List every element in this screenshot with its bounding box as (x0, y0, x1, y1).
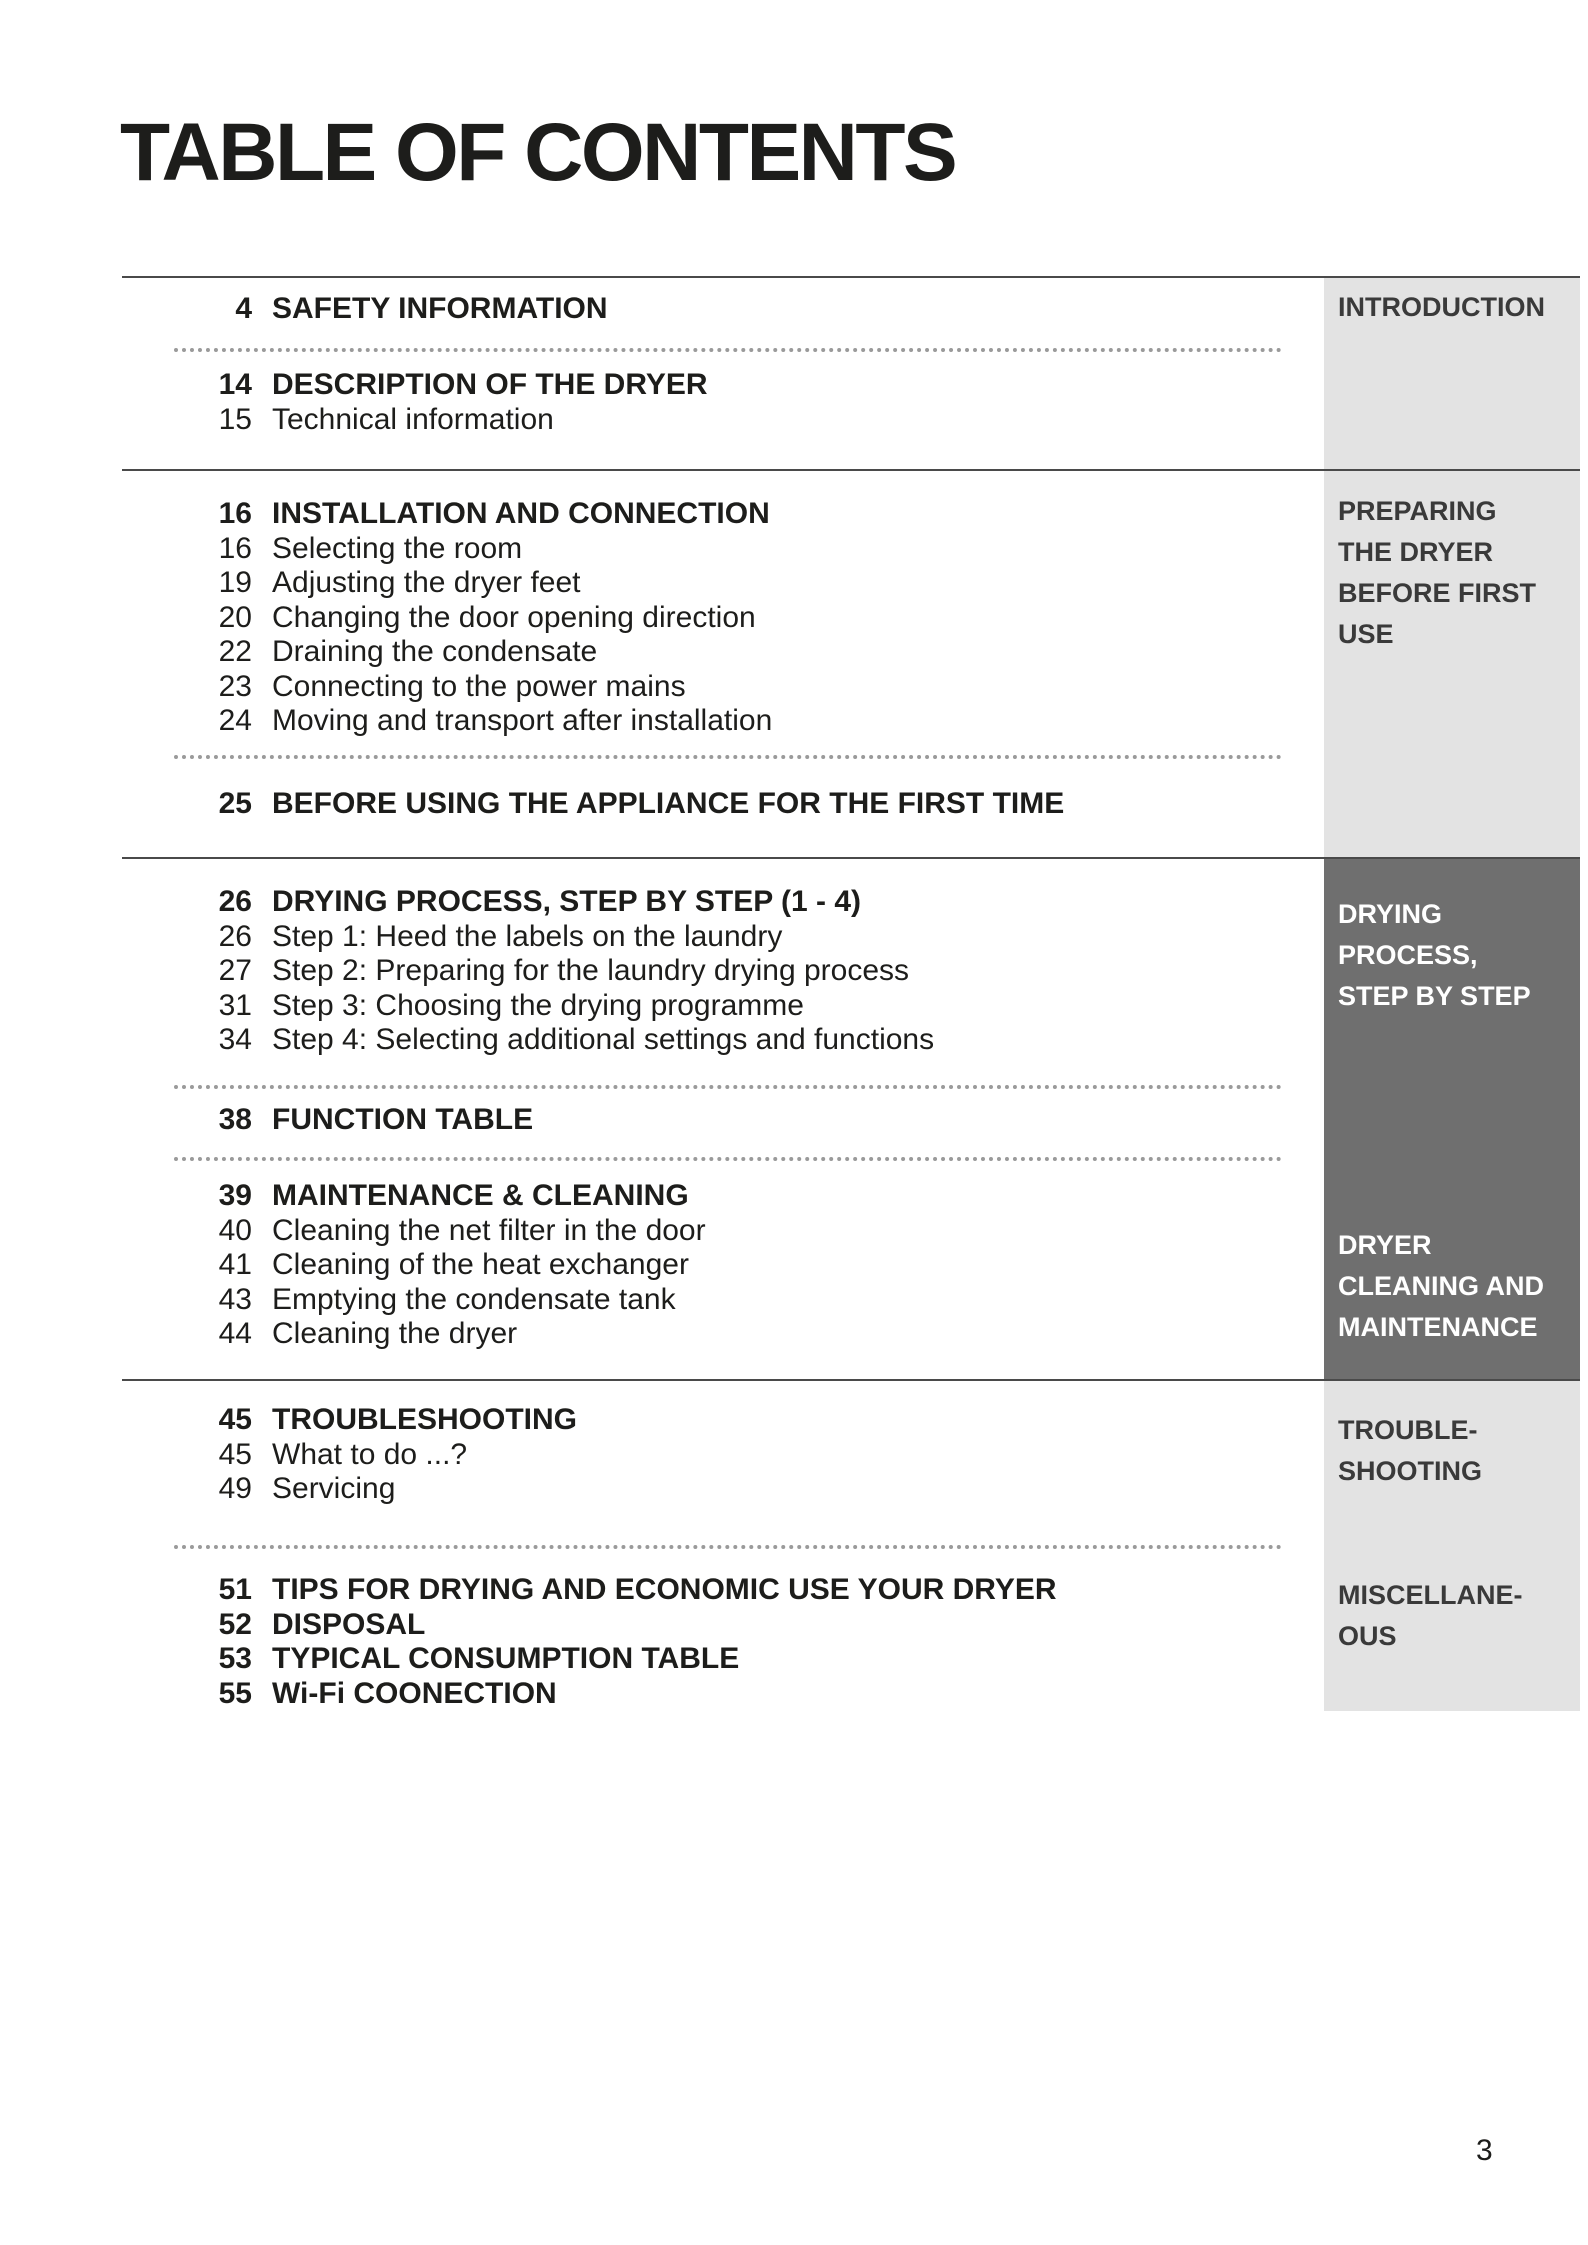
entry-page-number: 45 (218, 1437, 252, 1471)
toc-group (122, 1549, 1324, 1711)
toc-entry[interactable] (122, 1438, 1324, 1473)
section-tab-preparing (1324, 471, 1580, 857)
entry-title: Moving and transport after installation (272, 704, 773, 737)
entry-title: MAINTENANCE & CLEANING (272, 1179, 689, 1212)
entry-title: TYPICAL CONSUMPTION TABLE (272, 1642, 740, 1675)
entry-page-number: 53 (218, 1642, 252, 1675)
entry-title: FUNCTION TABLE (272, 1103, 534, 1136)
toc-entry[interactable] (122, 1283, 1324, 1318)
toc-entry[interactable] (122, 954, 1324, 989)
toc-entry[interactable] (122, 885, 1324, 920)
entry-title: Cleaning the net filter in the door (272, 1213, 706, 1247)
entry-page-number: 26 (218, 885, 252, 918)
entry-page-number: 16 (218, 497, 252, 530)
entry-page-number: 55 (218, 1676, 252, 1710)
entry-title: Connecting to the power mains (272, 669, 686, 703)
toc-section-troubleshooting (122, 1381, 1580, 1711)
toc-section-drying (122, 859, 1580, 1381)
toc-entry[interactable] (122, 368, 1324, 403)
toc-entry[interactable] (122, 292, 1324, 327)
section-tab-label: DRYING PROCESS, STEP BY STEP (1338, 899, 1531, 1011)
entry-title: Step 3: Choosing the drying programme (272, 988, 804, 1022)
entry-page-number: 24 (218, 704, 252, 737)
section-tab-label: MISCELLANE- OUS (1338, 1580, 1523, 1651)
entry-page-number: 44 (218, 1317, 252, 1350)
toc-entry[interactable] (122, 989, 1324, 1024)
entry-title: Changing the door opening direction (272, 600, 756, 634)
entry-title: INSTALLATION AND CONNECTION (272, 497, 770, 530)
toc-entry[interactable] (122, 601, 1324, 636)
entry-title: DRYING PROCESS, STEP BY STEP (1 - 4) (272, 885, 862, 918)
entry-title: Selecting the room (272, 531, 523, 565)
entry-page-number: 31 (218, 988, 252, 1022)
toc-entry[interactable] (122, 1472, 1324, 1507)
toc-section-introduction (122, 278, 1580, 471)
toc-entry[interactable] (122, 1677, 1324, 1712)
entry-title: Servicing (272, 1472, 396, 1505)
toc-entry[interactable] (122, 704, 1324, 739)
entry-page-number: 34 (218, 1023, 252, 1056)
toc-group (122, 759, 1324, 822)
section-tab-troubleshooting (1324, 1381, 1580, 1711)
toc-group (122, 859, 1324, 1085)
entry-title: SAFETY INFORMATION (272, 292, 608, 325)
entry-page-number: 22 (218, 635, 252, 668)
entry-title: DESCRIPTION OF THE DRYER (272, 368, 708, 401)
entry-page-number: 39 (218, 1179, 252, 1212)
toc-group (122, 1089, 1324, 1157)
entry-title: Technical information (272, 402, 554, 436)
entry-page-number: 26 (218, 919, 252, 953)
entry-title: Step 2: Preparing for the laundry drying process (272, 954, 910, 987)
entry-page-number: 40 (218, 1213, 252, 1247)
entry-page-number: 14 (218, 368, 252, 401)
toc-entry[interactable] (122, 670, 1324, 705)
toc-entry[interactable] (122, 1608, 1324, 1643)
toc-entry[interactable] (122, 1248, 1324, 1283)
entry-page-number: 41 (218, 1248, 252, 1281)
toc-entry[interactable] (122, 1573, 1324, 1608)
entry-page-number: 20 (218, 600, 252, 634)
entry-title: Wi-Fi COONECTION (272, 1676, 557, 1710)
toc-entry[interactable] (122, 1403, 1324, 1438)
table-of-contents (122, 276, 1580, 1711)
entry-page-number: 45 (218, 1403, 252, 1436)
entry-page-number: 15 (218, 402, 252, 436)
section-tab-drying (1324, 859, 1580, 1379)
entry-title: What to do ...? (272, 1437, 468, 1471)
toc-entry[interactable] (122, 532, 1324, 567)
entry-title: BEFORE USING THE APPLIANCE FOR THE FIRST TIME (272, 787, 1065, 820)
section-tab-label: TROUBLE- SHOOTING (1338, 1415, 1483, 1486)
entry-title: DISPOSAL (272, 1607, 426, 1641)
toc-entry[interactable] (122, 403, 1324, 438)
entry-title: TROUBLESHOOTING (272, 1403, 577, 1436)
toc-entry[interactable] (122, 1642, 1324, 1677)
toc-group (122, 278, 1324, 348)
entry-title: Step 4: Selecting additional settings and functions (272, 1023, 935, 1056)
entry-page-number: 49 (218, 1472, 252, 1505)
page-title: TABLE OF CONTENTS (120, 107, 956, 198)
toc-entry[interactable] (122, 497, 1324, 532)
toc-entry[interactable] (122, 1023, 1324, 1058)
toc-group (122, 1161, 1324, 1352)
entry-page-number: 23 (218, 669, 252, 703)
toc-group (122, 1381, 1324, 1545)
entry-page-number: 43 (218, 1282, 252, 1316)
entry-page-number: 19 (218, 566, 252, 599)
entry-page-number: 38 (218, 1103, 252, 1136)
toc-entry[interactable] (122, 1103, 1324, 1138)
section-tab-label: PREPARING THE DRYER BEFORE FIRST USE (1338, 496, 1537, 649)
toc-entry[interactable] (122, 920, 1324, 955)
entry-page-number: 52 (218, 1607, 252, 1641)
entry-page-number: 25 (218, 787, 252, 820)
page-number: 3 (1476, 2134, 1493, 2167)
entry-title: Draining the condensate (272, 635, 598, 668)
section-tab-label: INTRODUCTION (1338, 292, 1545, 322)
toc-entry[interactable] (122, 566, 1324, 601)
entry-title: Emptying the condensate tank (272, 1282, 676, 1316)
entry-title: Cleaning the dryer (272, 1317, 518, 1350)
entry-title: TIPS FOR DRYING AND ECONOMIC USE YOUR DRYER (272, 1573, 1057, 1606)
section-tab-label: DRYER CLEANING AND MAINTENANCE (1338, 1230, 1544, 1342)
toc-section-preparing (122, 471, 1580, 859)
toc-entry[interactable] (122, 635, 1324, 670)
entry-page-number: 51 (218, 1573, 252, 1606)
entry-title: Step 1: Heed the labels on the laundry (272, 919, 783, 953)
toc-group (122, 352, 1324, 437)
toc-entry[interactable] (122, 1317, 1324, 1352)
toc-group (122, 471, 1324, 755)
entry-title: Cleaning of the heat exchanger (272, 1248, 689, 1281)
entry-page-number: 16 (218, 531, 252, 565)
entry-page-number: 27 (218, 954, 252, 987)
toc-entry[interactable] (122, 1179, 1324, 1214)
entry-page-number: 4 (235, 292, 252, 325)
entry-title: Adjusting the dryer feet (272, 566, 581, 599)
toc-entry[interactable] (122, 787, 1324, 822)
toc-entry[interactable] (122, 1214, 1324, 1249)
section-tab-introduction (1324, 278, 1580, 469)
